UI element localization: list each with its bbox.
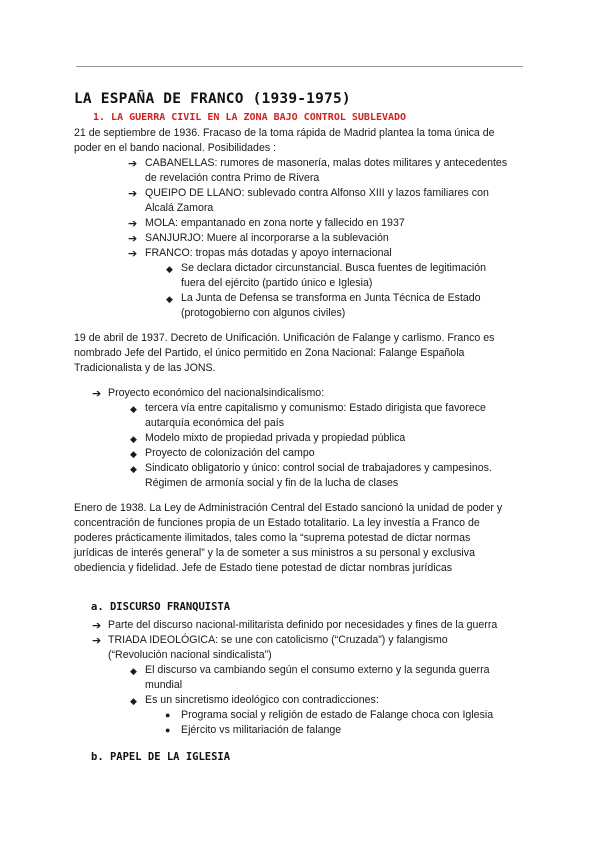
paragraph-line: concentración de funciones propia de un Estado totalitario. La ley investía a Franco de bbox=[74, 517, 480, 529]
horizontal-rule bbox=[76, 66, 523, 67]
paragraph-line: 21 de septiembre de 1936. Fracaso de la toma rápida de Madrid plantea la toma única de bbox=[74, 127, 495, 139]
paragraph-line: 19 de abril de 1937. Decreto de Unificación. Unificación de Falange y carlismo. Franco es bbox=[74, 332, 495, 344]
list-item: MOLA: empantanado en zona norte y fallecido en 1937 bbox=[145, 217, 405, 229]
arrow-bullet-icon: ➔ bbox=[92, 620, 102, 632]
diamond-bullet-icon: ◆ bbox=[130, 666, 137, 676]
paragraph-line: obediencia y fidelidad. Jefe de Estado tiene potestad de dictar nombras jurídicas bbox=[74, 562, 453, 574]
list-item: fuera del ejército (partido único e Iglesia) bbox=[181, 277, 373, 289]
diamond-bullet-icon: ◆ bbox=[130, 449, 137, 459]
list-item: mundial bbox=[145, 679, 183, 691]
list-item: Se declara dictador circunstancial. Busca fuentes de legitimación bbox=[181, 262, 487, 274]
paragraph-line: poderes prácticamente ilimitados, tales como la “suprema potestad de dictar normas bbox=[74, 532, 471, 544]
diamond-bullet-icon: ◆ bbox=[130, 404, 137, 414]
diamond-bullet-icon: ◆ bbox=[166, 294, 173, 304]
arrow-bullet-icon: ➔ bbox=[128, 218, 138, 230]
arrow-bullet-icon: ➔ bbox=[92, 635, 102, 647]
arrow-bullet-icon: ➔ bbox=[128, 248, 138, 260]
arrow-bullet-icon: ➔ bbox=[128, 158, 138, 170]
diamond-bullet-icon: ◆ bbox=[130, 434, 137, 444]
list-item: Sindicato obligatorio y único: control social de trabajadores y campesinos. bbox=[145, 462, 492, 474]
arrow-bullet-icon: ➔ bbox=[92, 388, 102, 400]
list-item: SANJURJO: Muere al incorporarse a la sublevación bbox=[145, 232, 389, 244]
list-item: Es un sincretismo ideológico con contradicciones: bbox=[145, 694, 379, 706]
list-item: El discurso va cambiando según el consumo externo y la segunda guerra bbox=[145, 664, 490, 676]
list-item: La Junta de Defensa se transforma en Junta Técnica de Estado bbox=[181, 292, 481, 304]
list-item: CABANELLAS: rumores de masonería, malas dotes militares y antecedentes bbox=[145, 157, 508, 169]
list-item: Programa social y religión de estado de Falange choca con Iglesia bbox=[181, 709, 494, 721]
paragraph-line: jurídicas de interés general” y la de someter a sus ministros a su personal y exclusiva bbox=[74, 547, 475, 559]
list-item: de revelación contra Primo de Rivera bbox=[145, 172, 320, 184]
diamond-bullet-icon: ◆ bbox=[130, 696, 137, 706]
diamond-bullet-icon: ◆ bbox=[130, 464, 137, 474]
arrow-bullet-icon: ➔ bbox=[128, 188, 138, 200]
dot-bullet-icon: ● bbox=[165, 710, 171, 720]
paragraph-line: Tradicionalista y de las JONS. bbox=[74, 362, 216, 374]
dot-bullet-icon: ● bbox=[165, 725, 171, 735]
list-item: Proyecto económico del nacionalsindicalismo: bbox=[108, 387, 325, 399]
arrow-bullet-icon: ➔ bbox=[128, 233, 138, 245]
list-item: TRIADA IDEOLÓGICA: se une con catolicismo (“Cruzada”) y falangismo bbox=[108, 634, 448, 646]
section-heading-b: b. PAPEL DE LA IGLESIA bbox=[91, 751, 231, 763]
page-title: LA ESPAÑA DE FRANCO (1939-1975) bbox=[74, 91, 351, 107]
list-item: Ejército vs militariación de falange bbox=[181, 724, 342, 736]
section-heading-a: a. DISCURSO FRANQUISTA bbox=[91, 601, 231, 613]
list-item: Régimen de armonía social y fin de la lucha de clases bbox=[145, 477, 399, 489]
list-item: FRANCO: tropas más dotadas y apoyo internacional bbox=[145, 247, 392, 259]
paragraph-line: poder en el bando nacional. Posibilidades : bbox=[74, 142, 277, 154]
list-item: Parte del discurso nacional-militarista definido por necesidades y fines de la guerra bbox=[108, 619, 498, 631]
list-item: Proyecto de colonización del campo bbox=[145, 447, 315, 459]
diamond-bullet-icon: ◆ bbox=[166, 264, 173, 274]
paragraph-line: nombrado Jefe del Partido, el único permitido en Zona Nacional: Falange Española bbox=[74, 347, 465, 359]
list-item: Modelo mixto de propiedad privada y propiedad pública bbox=[145, 432, 406, 444]
list-item: tercera vía entre capitalismo y comunismo: Estado dirigista que favorece bbox=[145, 402, 486, 414]
list-item: (protogobierno con algunos civiles) bbox=[181, 307, 346, 319]
list-item: autarquía económica del país bbox=[145, 417, 284, 429]
list-item: Alcalá Zamora bbox=[145, 202, 214, 214]
list-item: (“Revolución nacional sindicalista”) bbox=[108, 649, 272, 661]
paragraph-line: Enero de 1938. La Ley de Administración Central del Estado sancionó la unidad de poder y bbox=[74, 502, 503, 514]
section-heading-1: 1. LA GUERRA CIVIL EN LA ZONA BAJO CONTROL SUBLEVADO bbox=[93, 112, 407, 123]
list-item: QUEIPO DE LLANO: sublevado contra Alfonso XIII y lazos familiares con bbox=[145, 187, 489, 199]
